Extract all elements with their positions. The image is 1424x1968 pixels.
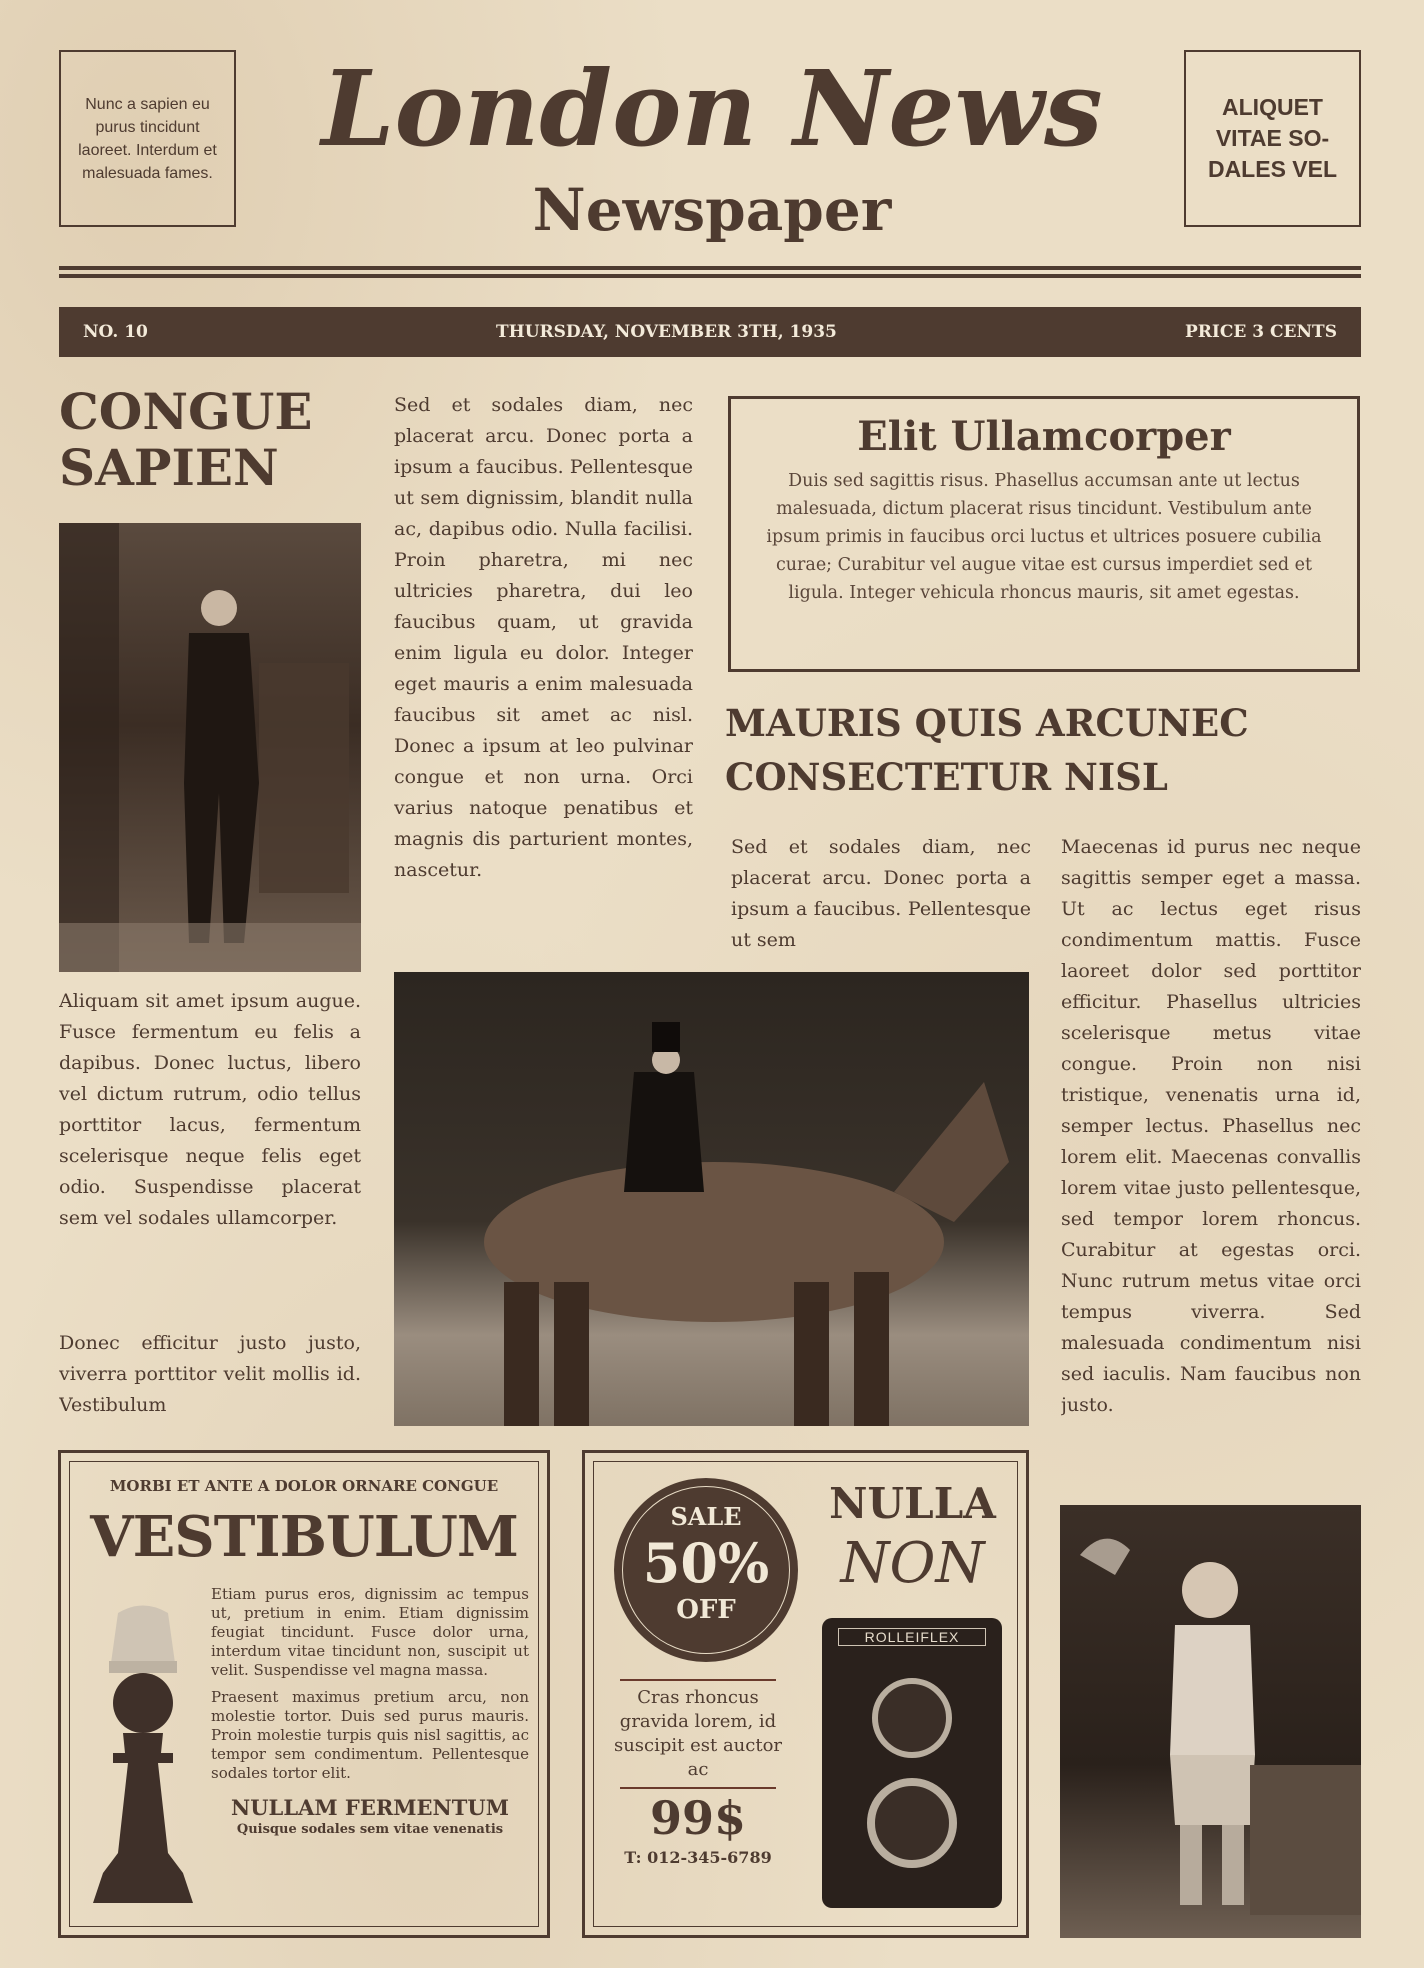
- camera-brand: ROLLEIFLEX: [838, 1628, 986, 1646]
- ad1-paragraph1: Etiam purus eros, dignissim ac tempus ut, pretium in enim. Etiam dignissim feugiat tincidunt. Fusce dolor urna, interdum vitae tincidunt non, suscipit ut velit. Suspendisse vel magna massa.: [211, 1585, 529, 1679]
- issue-price: PRICE 3 CENTS: [1185, 322, 1337, 342]
- feature-box-title: Elit Ullamcorper: [857, 413, 1231, 460]
- info-bar: [59, 307, 1361, 357]
- photo-standing-man: [59, 523, 361, 972]
- article1-paragraph1: Aliquam sit amet ipsum augue. Fusce fermentum eu felis a dapibus. Donec luctus, libero vel dictum rutrum, odio tellus porttitor lacus, fermentum scelerisque neque felis eget odio. Suspendisse placerat sem vel sodales ullamcorper.: [59, 990, 361, 1229]
- sale-badge: [614, 1478, 798, 1662]
- chess-piece-icon: [83, 1603, 203, 1923]
- photo-boy-with-hat: [1060, 1505, 1361, 1938]
- photo-horse-rider: [394, 972, 1029, 1426]
- boy-figure-icon: [1060, 1505, 1361, 1938]
- ad-sale: [582, 1450, 1029, 1938]
- badge-bottom: OFF: [676, 1595, 736, 1625]
- article1-column-text: Sed et sodales diam, nec placerat arcu. Donec porta a ipsum a faucibus. Pellentesque ut sem dignissim, blandit nulla ac, dapibus odio. Nulla facilisi. Proin pharetra, mi nec ultricies pharetra, dui leo faucibus quam, ut gravida enim ligula eu dolor. Integer eget mauris a enim malesuada faucibus sit amet ac nisl. Donec a ipsum at leo pulvinar congue et non urna. Orci varius natoque penatibus et magnis dis parturient montes, nascetur.: [394, 394, 693, 881]
- feature-box: [728, 396, 1360, 672]
- article2-column2: Maecenas id purus nec neque sagittis semper eget a massa. Ut ac lectus eget risus condimentum mattis. Fusce laoreet dolor sed porttitor efficitur. Phasellus ultricies scelerisque metus vitae congue. Proin non nisi tristique, venenatis urna id, semper lectus. Phasellus nec lorem elit. Maecenas convallis lorem vitae justo pellentesque, sed tempor lorem rhoncus. Curabitur at egestas orci. Nunc rutrum metus vitae orci tempus viverra. Sed malesuada condimentum nisi sed iaculis. Nam faucibus non justo.: [1061, 836, 1361, 1416]
- horse-figure-icon: [394, 972, 1029, 1426]
- badge-top: SALE: [670, 1502, 742, 1531]
- issue-number: NO. 10: [83, 322, 148, 342]
- ad-vestibulum: [58, 1450, 550, 1938]
- camera-illustration: [822, 1618, 1002, 1908]
- masthead-rule-bottom: [59, 274, 1361, 278]
- article1-paragraph2: Donec efficitur justo justo, viverra porttitor velit mollis id. Vestibulum: [59, 1332, 361, 1416]
- masthead-left-box: [59, 50, 236, 227]
- masthead-rule-top: [59, 266, 1361, 270]
- ad1-kicker: MORBI ET ANTE A DOLOR ORNARE CONGUE: [109, 1477, 499, 1495]
- article2-column1: Sed et sodales diam, nec placerat arcu. Donec porta a ipsum a faucibus. Pellentesque ut sem: [731, 836, 1031, 951]
- masthead-right-box: [1184, 50, 1361, 227]
- article1-headline: CONGUE SAPIEN: [59, 382, 313, 497]
- masthead-subtitle: Newspaper: [532, 176, 892, 244]
- ad1-title: VESTIBULUM: [90, 1504, 518, 1570]
- ad2-phone: T: 012-345-6789: [624, 1848, 772, 1867]
- masthead-left-text: Nunc a sapien eu purus tincidunt laoreet. Interdum et malesuada fames.: [78, 95, 217, 182]
- ad1-footer-sub: Quisque sodales sem vitae venenatis: [236, 1822, 504, 1837]
- camera-lens-top-icon: [872, 1678, 952, 1758]
- issue-date: THURSDAY, NOVEMBER 3TH, 1935: [495, 322, 837, 342]
- masthead-right-text: ALIQUET VITAE SO-DALES VEL: [1207, 94, 1338, 182]
- feature-box-text: Duis sed sagittis risus. Phasellus accumsan ante ut lectus malesuada, dictum placerat risus tincidunt. Vestibulum ante ipsum primis in faucibus orci luctus et ultrices posuere cubilia curae; Curabitur vel augue vitae est cursus imperdiet sed et ligula. Integer vehicula rhoncus mauris, sit amet egestas.: [766, 471, 1322, 603]
- ad2-price: 99$: [649, 1791, 747, 1845]
- man-figure-icon: [59, 523, 361, 972]
- ad1-text-column: [211, 1585, 529, 1838]
- ad1-footer-title: NULLAM FERMENTUM: [231, 1795, 509, 1820]
- masthead-title: London News: [321, 47, 1103, 170]
- ad2-title-line2: NON: [840, 1531, 985, 1596]
- ad1-paragraph2: Praesent maximus pretium arcu, non molestie tortor. Duis sed purus mauris. Proin molestie turpis quis nisl sagittis, ac tempor sem condimentum. Pellentesque sodales tortor elit.: [211, 1688, 529, 1782]
- badge-ring: [622, 1486, 790, 1654]
- badge-value: 50%: [642, 1531, 770, 1595]
- ad2-title-line1: NULLA: [829, 1479, 996, 1528]
- article2-headline: MAURIS QUIS ARCUNEC CONSECTETUR NISL: [725, 701, 1249, 799]
- camera-lens-bottom-icon: [867, 1778, 957, 1868]
- ad2-description: Cras rhoncus gravida lorem, id suscipit est auctor ac: [613, 1687, 783, 1780]
- ad2-left-column: [603, 1679, 793, 1869]
